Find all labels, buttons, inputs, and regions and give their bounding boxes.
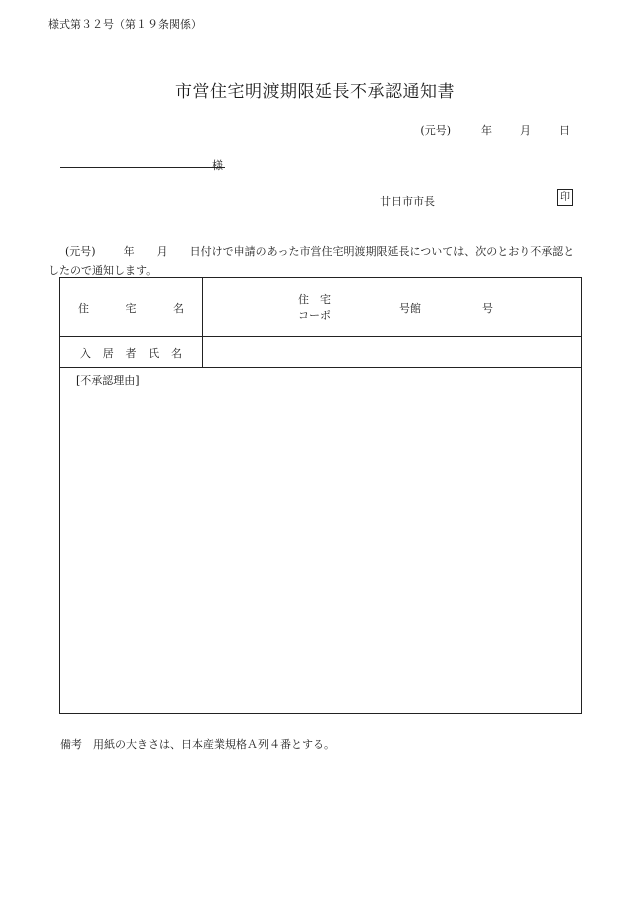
label-char: 氏 bbox=[148, 347, 160, 360]
label-char: 名 bbox=[171, 347, 182, 360]
issue-date bbox=[420, 122, 570, 138]
addressee-name-line bbox=[60, 167, 225, 168]
housing-type-corpo: コーポ bbox=[298, 309, 331, 322]
housing-name-label bbox=[78, 300, 184, 316]
housing-type bbox=[298, 292, 331, 324]
unit-number-label: 号 bbox=[482, 302, 493, 315]
remarks-note: 備考 用紙の大きさは、日本産業規格Ａ列４番とする。 bbox=[60, 738, 335, 751]
issuer-name: 廿日市市長 bbox=[380, 195, 435, 208]
housing-type-jutaku: 住 宅 bbox=[298, 293, 331, 306]
resident-name-label bbox=[80, 345, 182, 361]
label-char: 宅 bbox=[125, 302, 137, 315]
label-column-divider bbox=[202, 278, 203, 368]
date-era: (元号) bbox=[420, 124, 451, 137]
seal-stamp-box: 印 bbox=[557, 189, 573, 206]
label-char: 居 bbox=[102, 347, 114, 360]
document-title: 市営住宅明渡期限延長不承認通知書 bbox=[175, 82, 455, 102]
label-char: 住 bbox=[78, 302, 89, 315]
body-era: (元号) bbox=[65, 245, 96, 258]
notice-table bbox=[59, 277, 582, 714]
building-number-label: 号館 bbox=[399, 302, 421, 315]
form-number: 様式第３２号（第１９条関係） bbox=[48, 18, 202, 31]
label-char: 者 bbox=[125, 347, 137, 360]
body-text: 日付けで申請のあった市営住宅明渡期限延長については、次のとおり不承認としたので通知します。 bbox=[48, 245, 575, 277]
date-day: 日 bbox=[559, 124, 570, 137]
date-year: 年 bbox=[481, 124, 492, 137]
label-char: 名 bbox=[173, 302, 184, 315]
label-char: 入 bbox=[80, 347, 91, 360]
rejection-reason-label: [不承認理由] bbox=[76, 374, 140, 387]
housing-row bbox=[60, 278, 581, 337]
body-month: 月 bbox=[156, 245, 168, 258]
notice-body bbox=[48, 242, 583, 280]
date-month: 月 bbox=[520, 124, 531, 137]
addressee-honorific: 様 bbox=[212, 159, 223, 172]
resident-row bbox=[60, 337, 581, 368]
body-year: 年 bbox=[123, 245, 135, 258]
